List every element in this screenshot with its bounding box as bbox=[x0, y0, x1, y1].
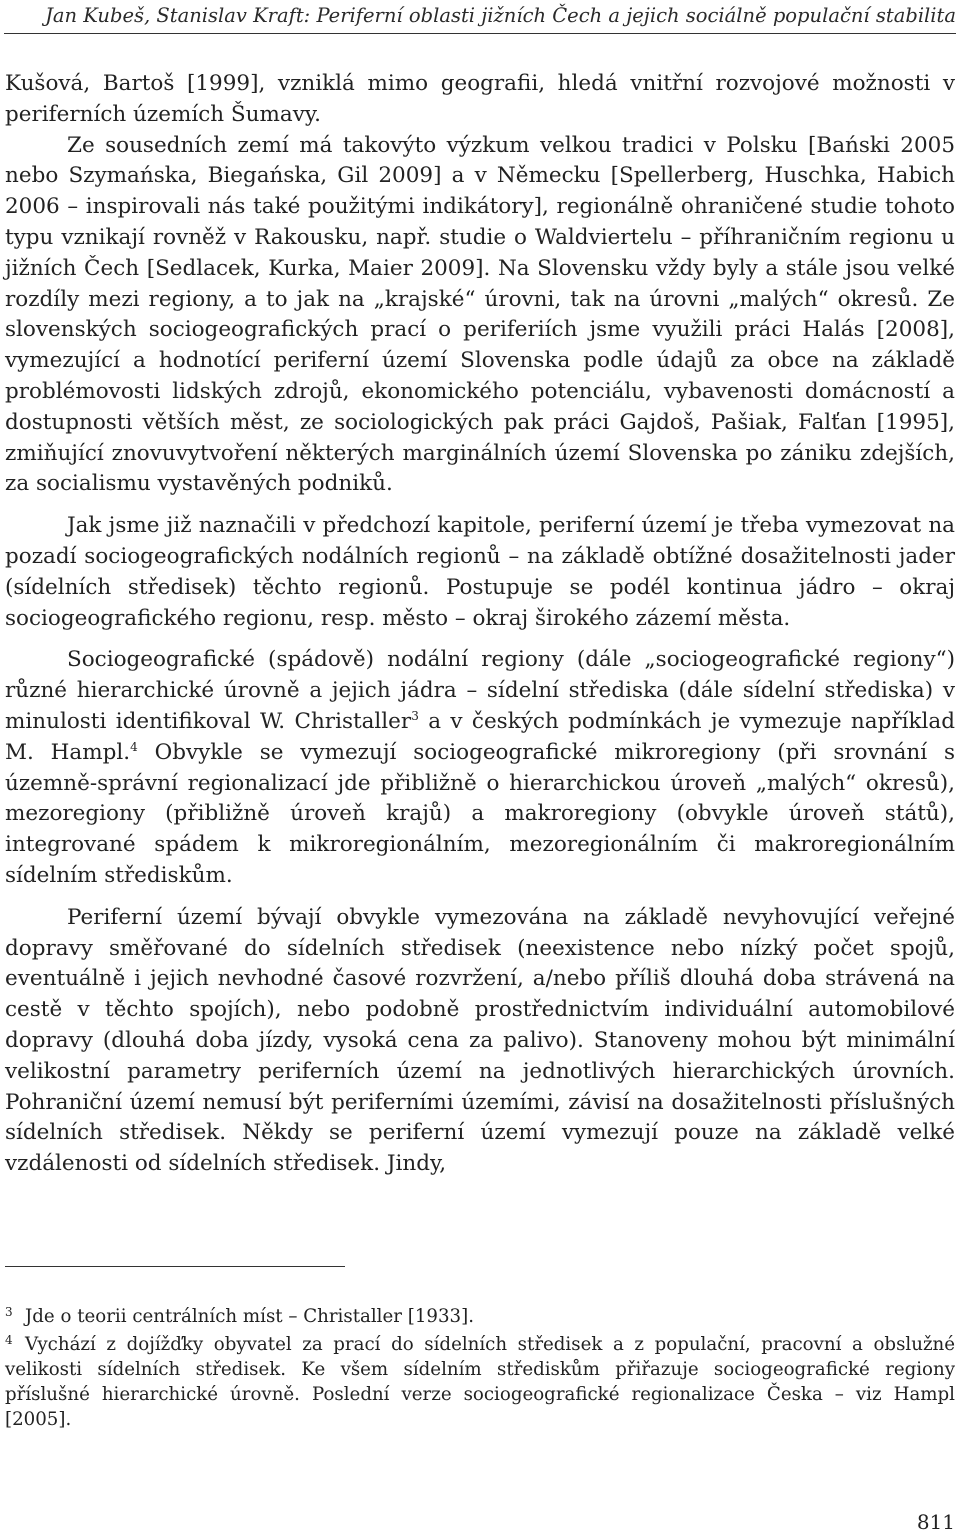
footnote-text: Jde o teorii centrálních míst – Christaller [1933]. bbox=[25, 1306, 474, 1327]
nodal-regions-text-a: Sociogeografické (spádově) nodální regiony (dále „sociogeografické regiony“) různé hierarchické úrovně a jejich jádra – sídelní střediska (dále sídelní střediska) v minulosti identifikoval W. Christaller bbox=[5, 647, 955, 734]
nodal-regions-text-b: a v českých podmínkách je vymezuje například M. Hampl. bbox=[5, 708, 955, 765]
footnotes bbox=[5, 1304, 955, 1435]
paragraph-continued: Kušová, Bartoš [1999], vzniklá mimo geografii, hledá vnitřní rozvojové možnosti v periferních územích Šumavy. bbox=[5, 71, 955, 127]
paragraph-related-research: Ze sousedních zemí má takovýto výzkum velkou tradici v Polsku [Bański 2005 nebo Szymańska, Biegańska, Gil 2009] a v Německu [Spellerberg, Huschka, Habich 2006 – inspirovali nás také použitými indikátory], regionálně ohraničené studie tohoto typu vznikají rovněž v Rakousku, např. studie o Waldviertelu – příhraničním regionu u jižních Čech [Sedlacek, Kurka, Maier 2009]. Na Slovensku vždy byly a stále jsou velké rozdíly mezi regiony, a to jak na „krajské“ úrovni, tak na úrovni „malých“ okresů. Ze slovenských sociogeografických prací o periferiích jsme využili práci Halás [2008], vymezující a hodnotící periferní území Slovenska podle údajů za obce na základě problémovosti lidských zdrojů, ekonomického potenciálu, vybavenosti domácností a dostupnosti větších měst, ze sociologických pak práci Gajdoš, Pašiak, Falťan [1995], zmiňující znovuvytvoření některých marginálních území Slovenska po zániku zdejších, za socialismu vystavěných podniků. bbox=[5, 132, 955, 497]
header-divider bbox=[4, 33, 956, 34]
paragraph-periphery-criteria: Periferní území bývají obvykle vymezována na základě nevyhovující veřejné dopravy směřované do sídelních středisek (neexistence nebo nízký počet spojů, eventuálně i jejich nevhodné časové rozvržení, a/nebo příliš dlouhá doba strávená na cestě v těchto spojích), nebo podobně prostřednictvím individuální automobilové dopravy (dlouhá doba jízdy, vysoká cena za palivo). Stanoveny mohou být minimální velikostní parametry periferních území na jednotlivých hierarchických úrovních. Pohraniční území nemusí být periferními územími, závisí na dosažitelnosti příslušných sídelních středisek. Někdy se periferní území vymezují pouze na základě velké vzdálenosti od sídelních středisek. Jindy, bbox=[5, 904, 955, 1177]
footnote-4 bbox=[5, 1332, 955, 1432]
footnote-number: 3 bbox=[5, 1305, 13, 1319]
paragraph-nodal-regions bbox=[5, 645, 955, 891]
footnote-ref-3: 3 bbox=[411, 708, 419, 723]
running-header: Jan Kubeš, Stanislav Kraft: Periferní oblasti jižních Čech a jejich sociálně populační stabilita bbox=[45, 4, 956, 27]
footnote-ref-4: 4 bbox=[130, 739, 138, 754]
nodal-regions-text-c: Obvykle se vymezují sociogeografické mikroregiony (při srovnání s územně-správní regionalizací jde přibližně o hierarchickou úroveň „malých“ okresů), mezoregiony (přibližně úroveň krajů) a makroregiony (obvykle úroveň států), integrované spádem k mikroregionálním, mezoregionálním či makroregionálním sídelním střediskům. bbox=[5, 739, 955, 888]
footnote-divider bbox=[5, 1266, 345, 1267]
footnote-3 bbox=[5, 1304, 955, 1329]
main-text bbox=[5, 69, 955, 1180]
page-number: 811 bbox=[916, 1510, 955, 1534]
footnote-number: 4 bbox=[5, 1333, 13, 1347]
footnote-text: Vychází z dojížďky obyvatel za prací do sídelních středisek a z populační, pracovní a obslužné velikosti sídelních středisek. Ke všem sídelním střediskům přiřazuje sociogeografické regiony příslušné hierarchické úrovně. Poslední verze sociogeografické regionalizace Česka – viz Hampl [2005]. bbox=[5, 1334, 955, 1430]
paragraph-periphery-definition: Jak jsme již naznačili v předchozí kapitole, periferní území je třeba vymezovat na pozadí sociogeografických nodálních regionů – na základě obtížné dosažitelnosti jader (sídelních středisek) těchto regionů. Postupuje se podél kontinua jádro – okraj sociogeografického regionu, resp. město – okraj širokého zázemí města. bbox=[5, 513, 955, 631]
